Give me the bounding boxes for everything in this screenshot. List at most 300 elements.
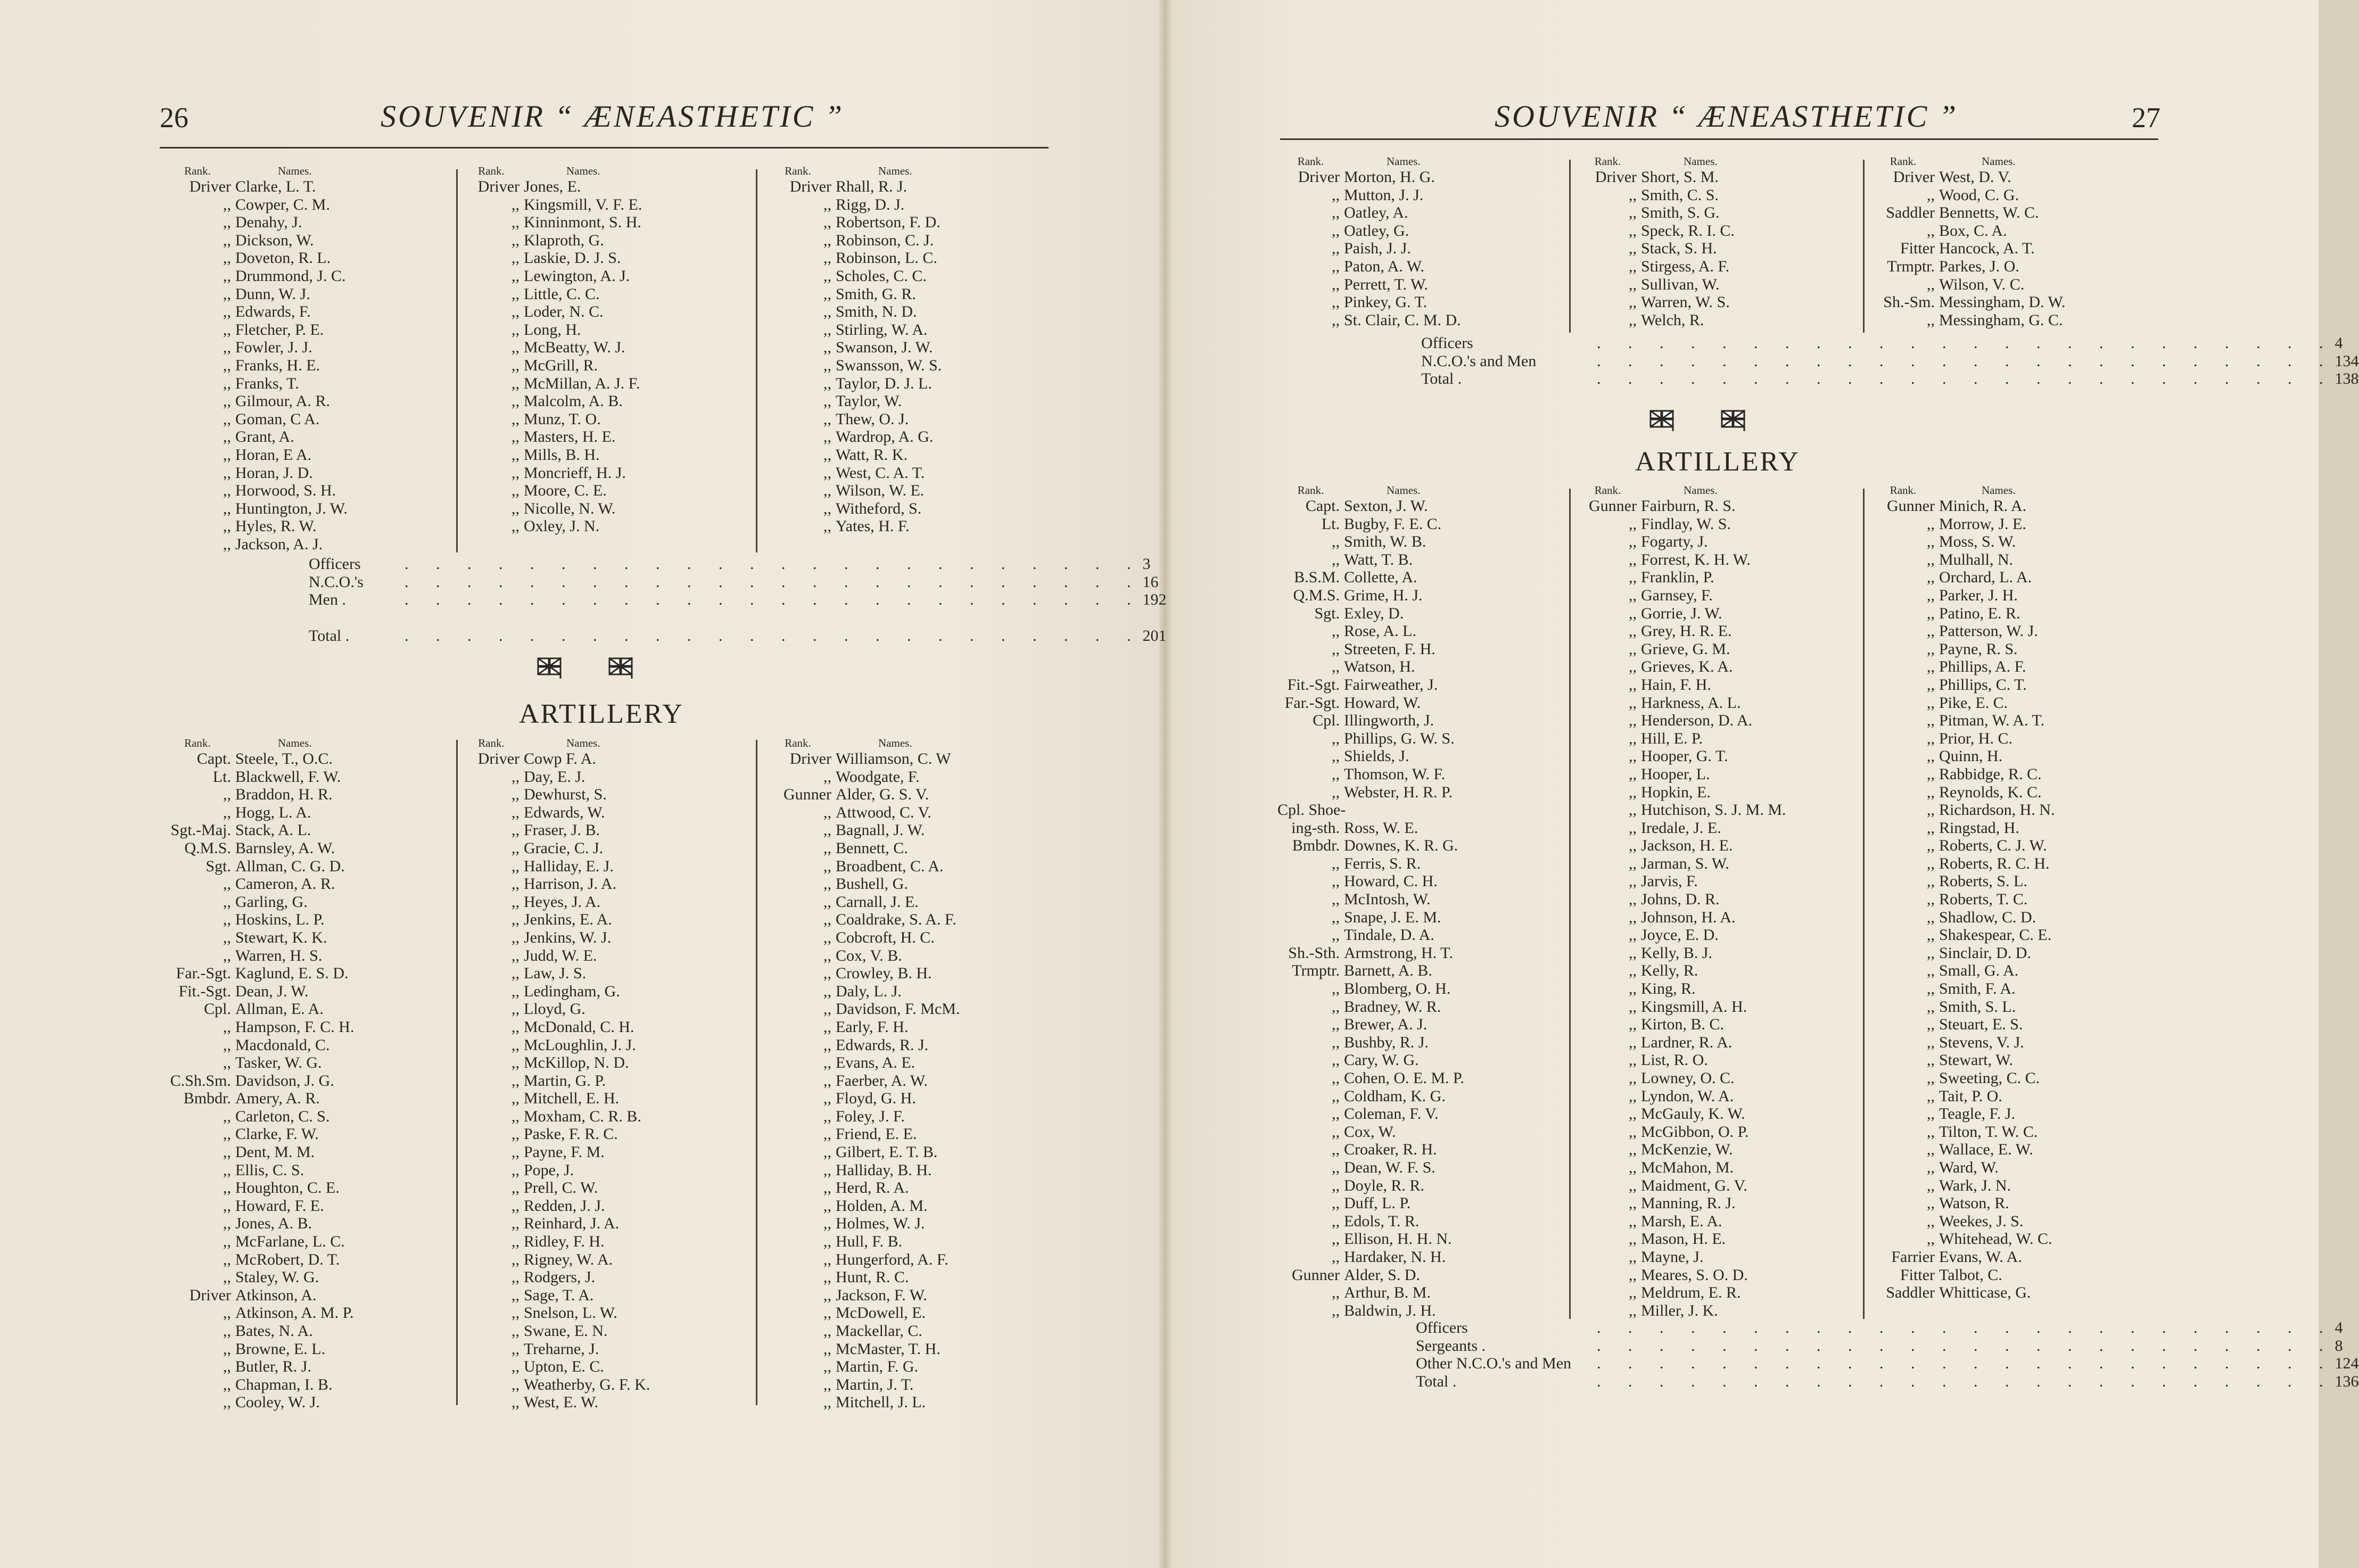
rank: ,, [1332, 926, 1340, 944]
roster-row [760, 1376, 960, 1394]
soldier-name: Amery, A. R. [235, 1090, 320, 1108]
roster-row [760, 1286, 960, 1305]
roster-row [760, 1215, 960, 1233]
rank: ,, [512, 982, 519, 1000]
roster-row [1867, 1069, 2055, 1087]
total-label: Men . [309, 591, 346, 609]
soldier-name: Mulhall, N. [1939, 550, 2014, 568]
rank: ,, [1629, 1212, 1637, 1230]
soldier-name: Witheford, S. [836, 499, 922, 517]
left-section-title: ARTILLERY [519, 699, 684, 729]
rank: ,, [223, 356, 231, 374]
soldier-name: Alder, S. D. [1344, 1266, 1420, 1284]
soldier-name: Martin, J. T. [836, 1375, 914, 1393]
rank: ,, [1332, 747, 1340, 765]
rank: ,, [223, 946, 231, 964]
soldier-name: Kelly, B. J. [1641, 944, 1712, 962]
rank: ,, [1927, 1176, 1935, 1194]
roster-row [1867, 1266, 2055, 1284]
rank: Driver [477, 750, 519, 768]
rank: Fit.-Sgt. [178, 982, 231, 1000]
roster-row [760, 392, 942, 410]
roster-row [459, 321, 642, 339]
soldier-name: Grieves, K. A. [1641, 658, 1733, 676]
rank: ,, [1629, 586, 1637, 604]
rank: ,, [823, 1196, 831, 1215]
soldier-name: Brewer, A. J. [1344, 1016, 1428, 1034]
rank: Driver [189, 1286, 231, 1304]
rank: ,, [1629, 765, 1637, 783]
roster-row [1867, 1051, 2055, 1069]
soldier-name: Jones, A. B. [235, 1215, 312, 1233]
soldier-name: Dickson, W. [235, 231, 314, 249]
roster-row [1574, 1087, 1786, 1105]
soldier-name: Watson, R. [1939, 1194, 2009, 1212]
soldier-name: Jarvis, F. [1641, 872, 1698, 890]
names-header: Names. [1684, 155, 1718, 168]
rank: ,, [1927, 747, 1935, 765]
rank: ,, [512, 213, 519, 232]
soldier-name: Kaglund, E. S. D. [235, 964, 349, 983]
soldier-name: Phillips, C. T. [1939, 675, 2027, 694]
roster-row [160, 213, 348, 232]
soldier-name: Halliday, E. J. [524, 857, 614, 875]
leader-dots: . . . . . . . . . . . . . . . . . . . . . . . . [1597, 1319, 2335, 1336]
roster-row [1277, 1069, 1464, 1087]
soldier-name: Armstrong, H. T. [1344, 944, 1453, 962]
rank: ,, [1629, 311, 1637, 329]
soldier-name: Hyles, R. W. [235, 517, 317, 535]
rank: ,, [512, 875, 519, 893]
roster-row [1867, 747, 2055, 765]
rank-header: Rank. [1594, 155, 1621, 168]
roster-row [1277, 568, 1464, 587]
roster-row [1574, 311, 1735, 329]
roster-row [1867, 515, 2055, 533]
roster-row [1574, 622, 1786, 640]
soldier-name: Mason, H. E. [1641, 1230, 1726, 1248]
soldier-name: Cobcroft, H. C. [836, 928, 935, 946]
soldier-name: Hogg, L. A. [235, 803, 311, 821]
soldier-name: Ringstad, H. [1939, 819, 2019, 837]
soldier-name: Garnsey, F. [1641, 586, 1713, 604]
roster-row [760, 1304, 960, 1322]
roster-row [160, 1304, 354, 1322]
rank: ,, [1629, 944, 1637, 962]
rank: ,, [512, 1125, 519, 1143]
roster-row [760, 357, 942, 375]
rank: ,, [1332, 1158, 1340, 1176]
soldier-name: Braddon, H. R. [235, 786, 333, 804]
roster-row [1277, 587, 1464, 605]
rank: ,, [512, 1161, 519, 1179]
soldier-name: Ellison, H. H. N. [1344, 1230, 1452, 1248]
roster-row [160, 768, 354, 786]
soldier-name: Franks, H. E. [235, 356, 320, 374]
soldier-name: Moore, C. E. [524, 482, 607, 500]
roster-row [459, 857, 650, 876]
rank-header: Rank. [1890, 484, 1917, 497]
soldier-name: Rhall, R. J. [836, 178, 908, 195]
rank: ,, [1927, 1230, 1935, 1248]
roster-row [160, 893, 354, 911]
soldier-name: McMaster, T. H. [836, 1340, 941, 1358]
roster-row [1277, 293, 1461, 311]
rank: ,, [512, 928, 519, 946]
soldier-name: Tait, P. O. [1939, 1087, 2002, 1105]
soldier-name: Roberts, T. C. [1939, 890, 2028, 909]
rank: ,, [223, 1196, 231, 1215]
soldier-name: Horwood, S. H. [235, 482, 336, 500]
rank: ,, [223, 1358, 231, 1376]
soldier-name: Mackellar, C. [836, 1322, 922, 1340]
rank: ,, [823, 339, 831, 357]
soldier-name: Hampson, F. C. H. [235, 1018, 354, 1036]
rank: ,, [1629, 658, 1637, 676]
rank: ,, [512, 1090, 519, 1108]
soldier-name: Atkinson, A. M. P. [235, 1304, 354, 1322]
roster-row [1867, 1194, 2055, 1212]
rank: ,, [1332, 221, 1340, 240]
rank: Trmptr. [1292, 962, 1340, 980]
rank: ,, [1629, 622, 1637, 640]
soldier-name: Arthur, B. M. [1344, 1284, 1431, 1302]
rank: ,, [512, 195, 519, 213]
rank: ,, [1332, 533, 1340, 551]
rank: ,, [1629, 712, 1637, 730]
rank: ,, [1629, 240, 1637, 258]
column-divider [756, 169, 757, 552]
soldier-name: Yates, H. F. [836, 517, 910, 535]
rank: ,, [1629, 729, 1637, 747]
soldier-name: Staley, W. G. [235, 1268, 319, 1286]
soldier-name: Morton, H. G. [1344, 168, 1435, 186]
rank: ,, [1629, 1158, 1637, 1176]
rank: ,, [1927, 604, 1935, 622]
rank: ,, [512, 231, 519, 249]
roster-row [1574, 1177, 1786, 1195]
roster-row [1277, 204, 1461, 222]
rank: ,, [512, 1179, 519, 1197]
roster-row [1574, 222, 1735, 240]
rank: ,, [823, 982, 831, 1000]
soldier-name: Ridley, F. H. [524, 1233, 605, 1251]
rank: ,, [823, 1250, 831, 1268]
soldier-name: Wark, J. N. [1939, 1176, 2011, 1194]
soldier-name: Drummond, J. C. [235, 267, 346, 285]
roster-row [1574, 783, 1786, 802]
rank: ,, [223, 535, 231, 553]
left-artillery-column-1 [160, 736, 354, 1412]
roster-row [1867, 712, 2055, 730]
soldier-name: Roberts, R. C. H. [1939, 854, 2050, 872]
rank: ,, [823, 768, 831, 786]
roster-row [160, 1215, 354, 1233]
roster-row [1574, 730, 1786, 748]
roster-row [1277, 1194, 1464, 1212]
total-label: Total . [1416, 1372, 1457, 1390]
roster-row [1277, 258, 1461, 276]
rank: Sgt. [205, 857, 231, 875]
roster-row [459, 303, 642, 321]
soldier-name: Edwards, R. J. [836, 1036, 929, 1054]
roster-row [160, 964, 354, 983]
soldier-name: King, R. [1641, 980, 1696, 998]
rank: ,, [1927, 944, 1935, 962]
rank: ,, [823, 499, 831, 517]
roster-row [1574, 240, 1735, 258]
soldier-name: Smith, C. S. [1641, 186, 1719, 204]
roster-row [160, 1054, 354, 1072]
roster-row [760, 321, 942, 339]
soldier-name: Meares, S. O. D. [1641, 1266, 1748, 1284]
roster-row [160, 1233, 354, 1251]
soldier-name: McGauly, K. W. [1641, 1105, 1745, 1123]
rank: Sgt. [1314, 604, 1340, 622]
soldier-name: Hull, F. B. [836, 1233, 903, 1251]
total-value: 8 [2335, 1336, 2343, 1355]
roster-row [1574, 712, 1786, 730]
soldier-name: Sullivan, W. [1641, 275, 1720, 293]
rank: ,, [512, 1340, 519, 1358]
soldier-name: Doyle, R. R. [1344, 1176, 1424, 1194]
soldier-name: Denahy, J. [235, 213, 302, 232]
column-header [1867, 154, 2066, 168]
soldier-name: Early, F. H. [836, 1018, 909, 1036]
roster-row [1574, 186, 1735, 204]
rank: ,, [1927, 675, 1935, 694]
rank: ,, [512, 786, 519, 804]
rank: ,, [823, 445, 831, 464]
roster-row [1867, 944, 2055, 962]
roster-row [459, 482, 642, 500]
roster-row [1574, 909, 1786, 927]
rank: ,, [823, 517, 831, 535]
soldier-name: Edwards, W. [524, 803, 605, 821]
rank: ,, [1629, 1123, 1637, 1141]
rank: ,, [1629, 997, 1637, 1016]
soldier-name: Cox, V. B. [836, 946, 902, 964]
rank: ,, [1927, 1123, 1935, 1141]
rank: ,, [1629, 275, 1637, 293]
roster-row [1867, 605, 2055, 623]
roster-row [1867, 783, 2055, 802]
soldier-name: Holden, A. M. [836, 1196, 928, 1215]
soldier-name: Mitchell, E. H. [524, 1090, 620, 1108]
union-flag-icon [1650, 409, 1679, 432]
soldier-name: Blomberg, O. H. [1344, 980, 1451, 998]
soldier-name: Howard, C. H. [1344, 872, 1438, 890]
soldier-name: Alder, G. S. V. [836, 786, 929, 804]
rank: ,, [223, 1250, 231, 1268]
rank: Gunner [1589, 497, 1637, 515]
roster-row [160, 1036, 354, 1054]
roster-row [1277, 694, 1464, 712]
roster-row [459, 947, 650, 965]
roster-row [459, 804, 650, 822]
rank: Trmptr. [1887, 257, 1935, 275]
left-header-rule [160, 147, 1049, 148]
roster-row [1574, 1034, 1786, 1052]
roster-row [1867, 533, 2055, 551]
soldier-name: West, D. V. [1939, 168, 2011, 186]
roster-row [1867, 1016, 2055, 1034]
right-top-column-3 [1867, 154, 2066, 329]
roster-row [1277, 1302, 1464, 1320]
rank: ,, [1332, 1033, 1340, 1051]
roster-row [160, 249, 348, 267]
rank: Driver [1893, 168, 1935, 186]
rank: ,, [1332, 1301, 1340, 1319]
soldier-name: Warren, H. S. [235, 946, 323, 964]
soldier-name: Smith, F. A. [1939, 980, 2016, 998]
soldier-name: Tilton, T. W. C. [1939, 1123, 2038, 1141]
roster-row [1867, 186, 2066, 204]
rank: Sh.-Sm. [1883, 293, 1935, 311]
soldier-name: Payne, F. M. [524, 1143, 605, 1161]
roster-row [1277, 872, 1464, 890]
soldier-name: Edols, T. R. [1344, 1212, 1420, 1230]
rank: ,, [823, 875, 831, 893]
soldier-name: McKenzie, W. [1641, 1141, 1733, 1159]
right-running-title: SOUVENIR “ ÆNEASTHETIC ” [1495, 99, 1959, 134]
roster-row [160, 285, 348, 303]
soldier-name: Halliday, B. H. [836, 1161, 932, 1179]
roster-row [760, 375, 942, 393]
roster-row [1574, 1194, 1786, 1212]
rank: ,, [1927, 658, 1935, 676]
rank: ,, [1629, 204, 1637, 222]
soldier-name: Kelly, R. [1641, 962, 1698, 980]
rank: ,, [823, 213, 831, 232]
soldier-name: Sweeting, C. C. [1939, 1069, 2040, 1087]
rank: ,, [512, 517, 519, 535]
roster-row [1277, 1248, 1464, 1266]
roster-row [459, 1233, 650, 1251]
soldier-name: Jackson, F. W. [836, 1286, 927, 1304]
rank: ,, [1629, 550, 1637, 568]
soldier-name: Messingham, G. C. [1939, 311, 2063, 329]
roster-row [1277, 783, 1464, 802]
rank: ,, [1332, 872, 1340, 890]
roster-row [760, 232, 942, 250]
names-header: Names. [1387, 155, 1421, 168]
rank: ,, [1927, 221, 1935, 240]
soldier-name: Cameron, A. R. [235, 875, 335, 893]
soldier-name: Carleton, C. S. [235, 1107, 330, 1125]
roster-row [459, 786, 650, 804]
roster-row [459, 410, 642, 428]
soldier-name: Gracie, C. J. [524, 839, 604, 857]
roster-row [760, 213, 942, 232]
rank: ,, [823, 1233, 831, 1251]
soldier-name: Edwards, F. [235, 303, 311, 321]
roster-row [760, 893, 960, 911]
rank-header: Rank. [1297, 155, 1324, 168]
rank: ,, [1927, 1194, 1935, 1212]
rank: ,, [1629, 1087, 1637, 1105]
roster-row [459, 1340, 650, 1358]
soldier-name: Malcolm, A. B. [524, 392, 623, 410]
rank: Driver [789, 178, 831, 195]
soldier-name: Atkinson, A. [235, 1286, 317, 1304]
soldier-name: Floyd, G. H. [836, 1090, 916, 1108]
total-row [309, 555, 1151, 573]
rank: ,, [1332, 765, 1340, 783]
right-artillery-totals [1416, 1319, 2359, 1390]
soldier-name: Speck, R. I. C. [1641, 221, 1735, 240]
roster-row [1574, 204, 1735, 222]
soldier-name: Gilmour, A. R. [235, 392, 330, 410]
roster-row [760, 1125, 960, 1143]
soldier-name: Holmes, W. J. [836, 1215, 925, 1233]
flag-ornament [1650, 409, 1750, 432]
rank: ,, [823, 893, 831, 911]
soldier-name: Rodgers, J. [524, 1268, 596, 1286]
soldier-name: Broadbent, C. A. [836, 857, 944, 875]
soldier-name: Marsh, E. A. [1641, 1212, 1722, 1230]
total-value: 124 [2335, 1355, 2359, 1373]
rank: ,, [223, 1054, 231, 1072]
roster-row [1867, 1087, 2055, 1105]
soldier-name: Tasker, W. G. [235, 1054, 322, 1072]
roster-row [459, 1304, 650, 1322]
roster-row [160, 196, 348, 214]
roster-row [1867, 311, 2066, 329]
rank: ,, [512, 320, 519, 339]
rank: ,, [1629, 1176, 1637, 1194]
total-row [1416, 1336, 2343, 1355]
roster-row [160, 517, 348, 535]
rank: ,, [1629, 186, 1637, 204]
column-header [459, 736, 650, 750]
rank: ,, [823, 303, 831, 321]
roster-row [1867, 676, 2055, 694]
column-divider [1569, 489, 1571, 1319]
soldier-name: Talbot, C. [1939, 1266, 2002, 1284]
roster-row [1277, 1034, 1464, 1052]
soldier-name: Dewhurst, S. [524, 786, 607, 804]
rank: ,, [1332, 980, 1340, 998]
soldier-name: Lyndon, W. A. [1641, 1087, 1734, 1105]
rank: ,, [1629, 533, 1637, 551]
roster-row [459, 178, 642, 196]
rank: ,, [223, 303, 231, 321]
roster-row [1277, 533, 1464, 551]
roster-row [1574, 872, 1786, 890]
rank: Driver [189, 178, 231, 195]
roster-row [1867, 587, 2055, 605]
rank: ,, [823, 1375, 831, 1393]
rank: ,, [223, 410, 231, 428]
soldier-name: Jackson, H. E. [1641, 837, 1733, 855]
total-row [1416, 1319, 2343, 1337]
roster-row [1867, 998, 2055, 1016]
roster-row [459, 875, 650, 893]
rank: ,, [1332, 1141, 1340, 1159]
rank: ,, [1927, 275, 1935, 293]
left-artillery-column-3 [760, 736, 960, 1412]
rank: ,, [223, 231, 231, 249]
soldier-name: Steuart, E. S. [1939, 1016, 2023, 1034]
rank: ,, [823, 249, 831, 267]
soldier-name: Hunt, R. C. [836, 1268, 909, 1286]
total-row [309, 591, 1167, 609]
roster-row [1867, 980, 2055, 998]
roster-row [459, 392, 642, 410]
roster-row [760, 1268, 960, 1286]
roster-row [1867, 1212, 2055, 1231]
